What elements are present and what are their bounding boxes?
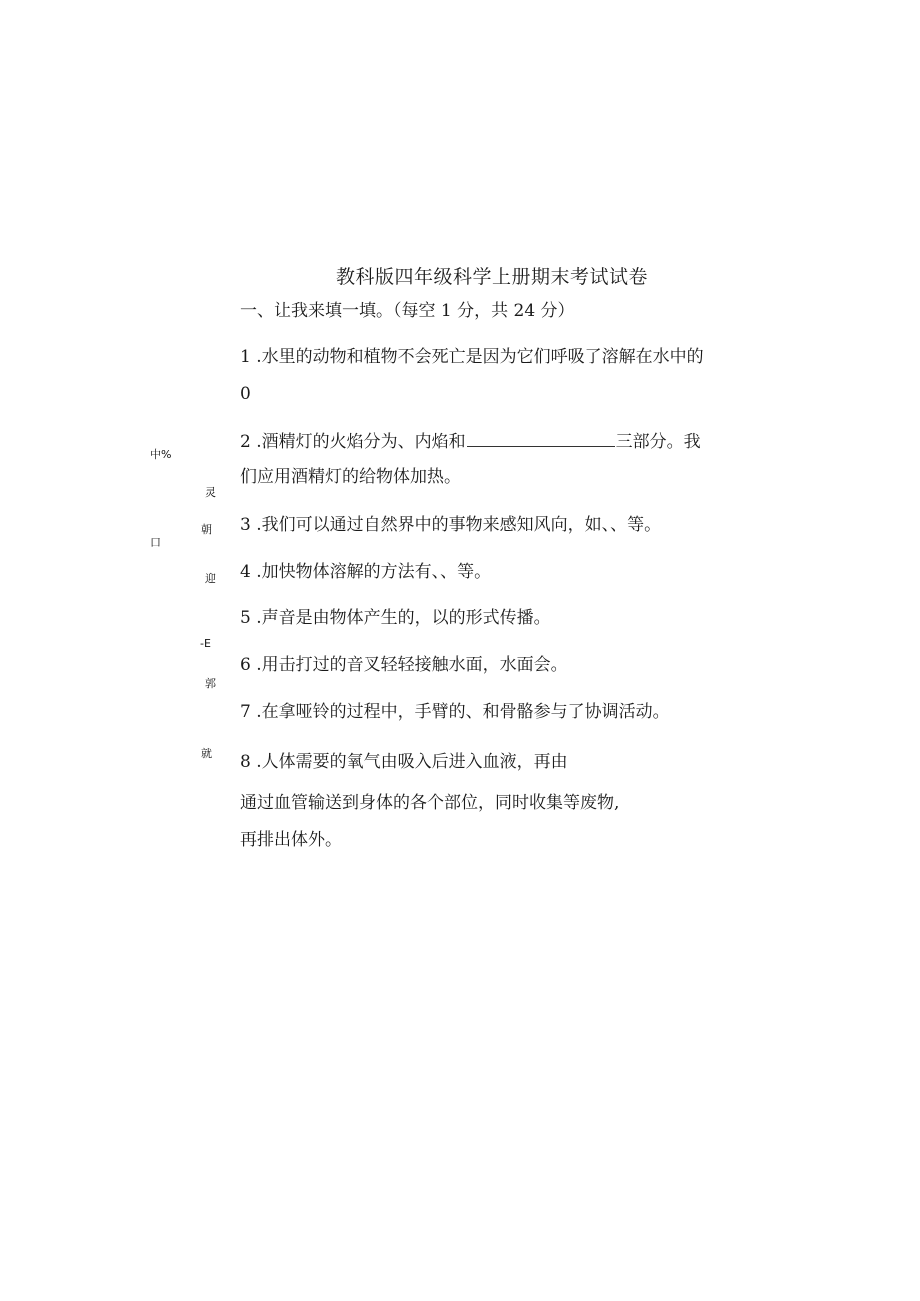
question-8-line-2: 通过血管输送到身体的各个部位，同时收集等废物, [240,793,620,813]
exam-title: 教科版四年级科学上册期末考试试卷 [336,266,649,288]
section-heading: 一、让我来填一填。（每空 1 分，共 24 分） [240,301,575,321]
margin-mark: 口 [150,536,161,549]
question-6: 6 .用击打过的音叉轻轻接触水面，水面会。 [240,655,568,675]
margin-mark: -E [200,637,211,650]
question-2-line-2: 们应用酒精灯的给物体加热。 [240,467,461,487]
question-5: 5 .声音是由物体产生的，以的形式传播。 [240,608,551,628]
question-4: 4 .加快物体溶解的方法有、、等。 [240,562,492,582]
answer-blank [467,430,615,447]
margin-mark: 就 [201,747,212,760]
margin-mark: 朝 [201,523,212,536]
question-8-line-3: 再排出体外。 [240,830,342,850]
question-2-text-a: 2 .酒精灯的火焰分为、内焰和 [240,432,466,452]
question-8-line-1: 8 .人体需要的氧气由吸入后进入血液，再由 [240,752,568,772]
question-2-text-b: 三部分。我 [615,432,701,452]
margin-mark: 中% [150,448,172,461]
question-3: 3 .我们可以通过自然界中的事物来感知风向，如、、等。 [240,515,662,535]
margin-mark: 灵 [205,486,216,499]
question-1-line-2: 0 [240,384,251,404]
margin-mark: 迎 [205,572,216,585]
question-2-line-1 [240,430,701,453]
margin-mark: 郭 [205,677,216,690]
question-1-line-1: 1 .水里的动物和植物不会死亡是因为它们呼吸了溶解在水中的 [240,347,704,367]
question-7: 7 .在拿哑铃的过程中，手臂的、和骨骼参与了协调活动。 [240,702,670,722]
